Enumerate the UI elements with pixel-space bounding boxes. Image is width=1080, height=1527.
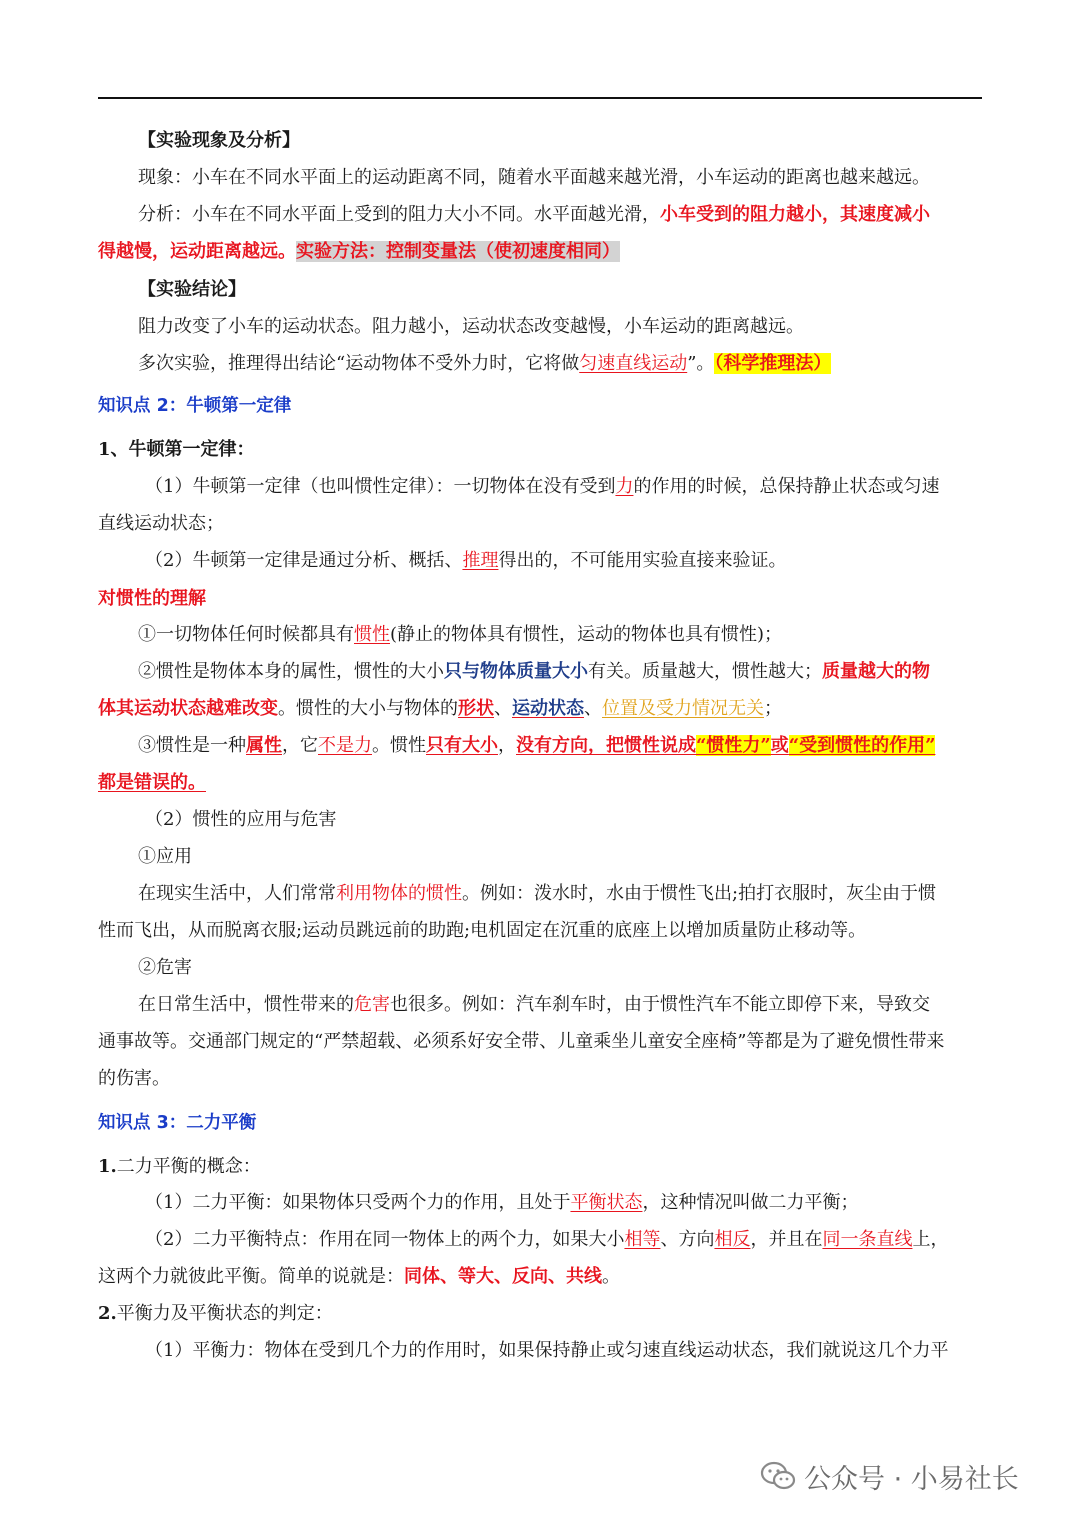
- inertia-point-2-cont: [98, 696, 998, 722]
- use-key: 利用物体的惯性: [336, 883, 462, 904]
- phenomenon-text: 现象：小车在不同水平面上的运动距离不同，随着水平面越来越光滑，小车运动的距离也越来越远。: [138, 167, 930, 188]
- d2-key-equal: 相等: [624, 1229, 661, 1250]
- i3-key-nodirection: 没有方向，把惯性说成: [516, 735, 696, 756]
- analysis-line-1: [138, 202, 1038, 228]
- kp3-c1-num: 1.: [98, 1156, 117, 1177]
- i2-key-mass: 只与物体质量大小: [444, 661, 588, 682]
- harm-text-c: 也很多。例如：汽车刹车时，由于惯性汽车不能立即停下来，导致交: [390, 994, 930, 1015]
- i3-text-c: ，它: [282, 735, 318, 756]
- inertia-point-1: [138, 622, 1038, 648]
- i3-key-inertia-action: “受到惯性的作用”: [788, 735, 936, 756]
- conclusion-key-term: 匀速直线运动: [579, 353, 688, 374]
- inertia-point-3-cont: [98, 770, 998, 796]
- kp3-c2-text: 平衡力及平衡状态的判定：: [116, 1303, 333, 1324]
- law-line-1: [145, 474, 1045, 500]
- d2-key-summary: 同体、等大、反向、共线: [404, 1266, 602, 1287]
- inertia-heading: 对惯性的理解: [98, 588, 206, 609]
- analysis-text: 分析：小车在不同水平面上受到的阻力大小不同。水平面越光滑，: [138, 204, 660, 225]
- inertia-point-3: [138, 733, 1038, 759]
- law2-text-c: 得出的，不可能用实验直接来验证。: [498, 550, 787, 571]
- conclusion-quote-close: ”。: [687, 353, 715, 374]
- i2-emphasis-b: 体其运动状态越难改变: [98, 698, 278, 719]
- law2-key-reasoning: 推理: [462, 550, 499, 571]
- law2-line: [145, 548, 1045, 574]
- i2-end: ；: [764, 698, 782, 719]
- i3-key-inertia-force: “惯性力”: [696, 735, 771, 756]
- kp3-concept: [98, 1154, 998, 1180]
- analysis-emphasis: 小车受到的阻力越小，其速度减小: [660, 204, 930, 225]
- i3-or: 或: [770, 735, 789, 756]
- i3-key-wrong: 都是错误的。: [98, 772, 206, 793]
- kp3-c1-text: 二力平衡的概念：: [116, 1156, 261, 1177]
- use-text-a: 在现实生活中，人们常常: [138, 883, 336, 904]
- i3-key-magnitude: 只有大小: [426, 735, 498, 756]
- wechat-icon: [760, 1461, 796, 1491]
- d2-text-c: 、方向: [660, 1229, 715, 1250]
- d2-end: 。: [602, 1266, 620, 1287]
- harm-text-a: 在日常生活中，惯性带来的: [138, 994, 354, 1015]
- i3-key-notforce: 不是力: [318, 735, 372, 756]
- kp2-title: 知识点 2：牛顿第一定律: [98, 396, 292, 416]
- experiment-method: 实验方法：控制变量法（使初速度相同）: [296, 241, 620, 262]
- conclusion-line-2: [138, 351, 1038, 377]
- kp2-item1: 1、牛顿第一定律：: [98, 439, 255, 460]
- law-key-force: 力: [615, 476, 634, 497]
- kp3-def-2: [145, 1227, 1045, 1253]
- kp3-c2-num: 2.: [98, 1303, 117, 1324]
- i3-key-property: 属性: [246, 735, 282, 756]
- d2-key-opposite: 相反: [714, 1229, 751, 1250]
- d1-text-a: （1）二力平衡：如果物体只受两个力的作用，且处于: [145, 1192, 571, 1213]
- inertia-point-2: [138, 659, 1038, 685]
- i3-sep: ，: [498, 735, 516, 756]
- d2-key-sameline: 同一条直线: [822, 1229, 913, 1250]
- kp3-balance-force: （1）平衡力：物体在受到几个力的作用时，如果保持静止或匀速直线运动状态，我们就说这几个力平: [145, 1340, 949, 1361]
- i2-text-f: 。惯性的大小与物体的: [278, 698, 458, 719]
- i2-key-shape: 形状: [458, 698, 494, 719]
- analysis-line-2: [98, 239, 998, 265]
- law-line-2: 直线运动状态；: [98, 513, 224, 534]
- harm-line-1: [138, 992, 1038, 1018]
- harm-heading: ②危害: [138, 957, 192, 978]
- i2-text-a: ②惯性是物体本身的属性，惯性的大小: [138, 661, 444, 682]
- law2-text-a: （2）牛顿第一定律是通过分析、概括、: [145, 550, 463, 571]
- i1-key-inertia: 惯性: [354, 624, 390, 645]
- i2-sep-1: 、: [494, 698, 512, 719]
- harm-line-3: 的伤害。: [98, 1068, 170, 1089]
- kp3-judge: [98, 1301, 998, 1327]
- i1-text-c: (静止的物体具有惯性，运动的物体也具有惯性)；: [390, 624, 783, 645]
- conclusion-text-2: 多次实验，推理得出结论“运动物体不受外力时，它将做: [138, 353, 580, 374]
- i2-key-position: 位置及受力情况无关: [602, 698, 764, 719]
- d2-text-g: 上，: [912, 1229, 949, 1250]
- i2-sep-2: 、: [584, 698, 602, 719]
- kp3-def-2-cont: [98, 1264, 998, 1290]
- i2-key-motion: 运动状态: [512, 698, 584, 719]
- analysis-emphasis-cont: 得越慢，运动距离越远。: [98, 241, 296, 262]
- i3-text-a: ③惯性是一种: [138, 735, 246, 756]
- law-text-a: （1）牛顿第一定律（也叫惯性定律）：一切物体在没有受到: [145, 476, 616, 497]
- conclusion-heading: 【实验结论】: [138, 279, 246, 300]
- watermark-text: 公众号 · 小易社长: [804, 1463, 1019, 1495]
- use-heading: ①应用: [138, 846, 192, 867]
- d2-text-a: （2）二力平衡特点：作用在同一物体上的两个力，如果大小: [145, 1229, 625, 1250]
- watermark: [760, 1456, 1019, 1496]
- scientific-reasoning-tag: （科学推理法）: [714, 353, 832, 374]
- harm-key: 危害: [354, 994, 390, 1015]
- d2-text-h: 这两个力就彼此平衡。简单的说就是：: [98, 1266, 404, 1287]
- d1-text-c: ，这种情况叫做二力平衡；: [642, 1192, 859, 1213]
- use-text-c: 。例如：泼水时，水由于惯性飞出;拍打衣服时，灰尘由于惯: [462, 883, 937, 904]
- conclusion-text-1: 阻力改变了小车的运动状态。阻力越小，运动状态改变越慢，小车运动的距离越远。: [138, 316, 804, 337]
- harm-line-2: 通事故等。交通部门规定的“严禁超载、必须系好安全带、儿童乘坐儿童安全座椅”等都是为了避免惯性带来: [98, 1031, 945, 1052]
- i2-emphasis-a: 质量越大的物: [822, 661, 930, 682]
- kp3-title: 知识点 3：二力平衡: [98, 1113, 257, 1133]
- d1-key-balance: 平衡状态: [570, 1192, 643, 1213]
- law-text-c: 的作用的时候，总保持静止状态或匀速: [633, 476, 940, 497]
- experiment-heading: 【实验现象及分析】: [138, 130, 300, 151]
- i2-text-c: 有关。质量越大，惯性越大；: [588, 661, 822, 682]
- header-rule: [98, 97, 982, 99]
- use-line-1: [138, 881, 1038, 907]
- i3-text-e: 。惯性: [372, 735, 426, 756]
- d2-text-e: ，并且在: [750, 1229, 823, 1250]
- kp3-def-1: [145, 1190, 1045, 1216]
- app-heading: （2）惯性的应用与危害: [145, 809, 337, 830]
- i1-text-a: ①一切物体任何时候都具有: [138, 624, 354, 645]
- use-line-2: 性而飞出，从而脱离衣服;运动员跳远前的助跑;电机固定在沉重的底座上以增加质量防止移动等。: [98, 920, 867, 941]
